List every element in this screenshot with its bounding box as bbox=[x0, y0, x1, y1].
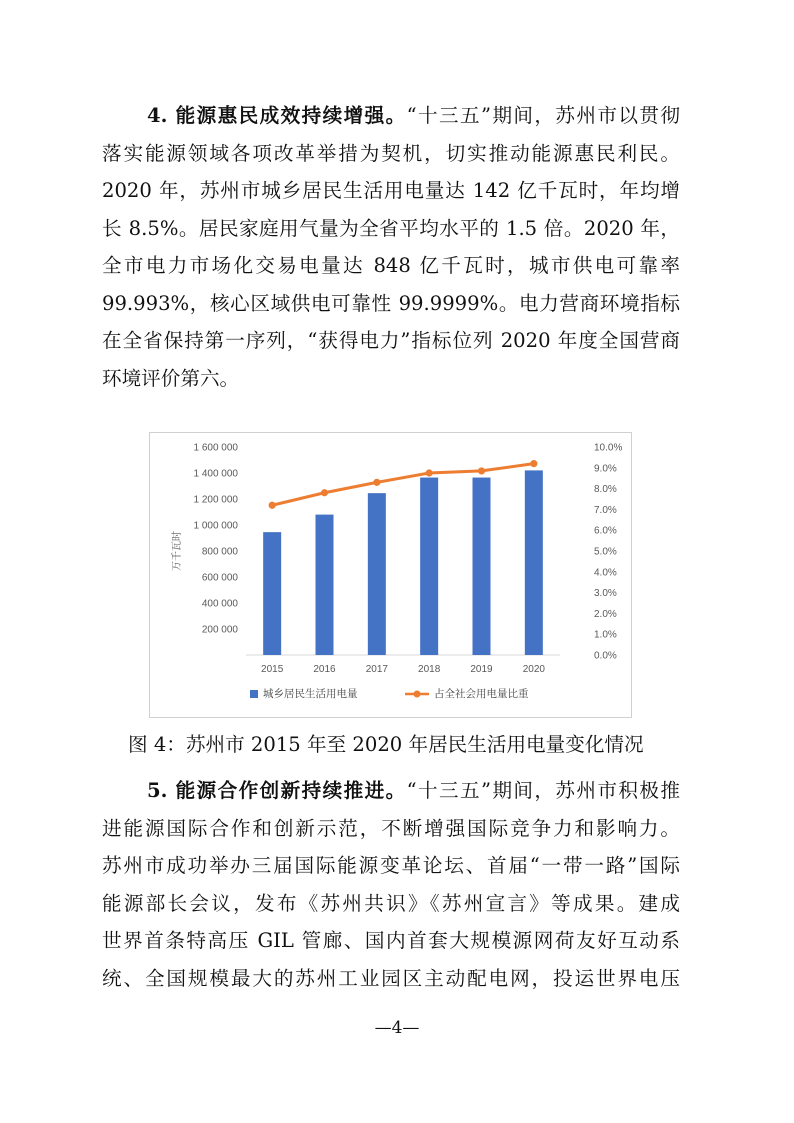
y2-tick-label: 5.0% bbox=[594, 546, 617, 558]
y-tick-label: 1 000 000 bbox=[193, 520, 238, 532]
section-5-line-5: 统、全国规模最大的苏州工业园区主动配电网，投运世界电压 bbox=[102, 966, 680, 990]
y-tick-label: 200 000 bbox=[201, 624, 238, 636]
y2-tick-label: 9.0% bbox=[594, 463, 617, 475]
y2-tick-label: 0.0% bbox=[594, 650, 617, 662]
ratio-line bbox=[272, 464, 534, 506]
section-4-line-4: 全市电力市场化交易电量达 848 亿千瓦时，城市供电可靠率 bbox=[102, 254, 680, 277]
ratio-point-2020 bbox=[530, 460, 537, 467]
section-5-paragraph bbox=[102, 772, 680, 997]
chart-canvas bbox=[150, 433, 631, 717]
section-4-paragraph bbox=[102, 97, 680, 397]
section-5-first-line bbox=[102, 772, 680, 810]
ratio-point-2016 bbox=[321, 489, 328, 496]
legend-bar-label: 城乡居民生活用电量 bbox=[263, 688, 358, 700]
y2-tick-label: 2.0% bbox=[594, 608, 617, 620]
section-5-line-4: 世界首条特高压 GIL 管廊、国内首套大规模源网荷友好互动系 bbox=[102, 929, 680, 952]
section-4-line-2: 2020 年，苏州市城乡居民生活用电量达 142 亿千瓦时，年均增 bbox=[102, 179, 680, 202]
section-4-heading: 4. 能源惠民成效持续增强。 bbox=[147, 104, 407, 127]
y-tick-label: 1 400 000 bbox=[193, 468, 238, 480]
section-5-line-0: “十三五”期间，苏州市积极推 bbox=[406, 779, 680, 802]
x-tick-label: 2018 bbox=[418, 664, 441, 675]
bar-2018 bbox=[420, 478, 438, 655]
electricity-chart bbox=[149, 432, 632, 718]
section-4-line-7: 环境评价第六。 bbox=[102, 366, 240, 390]
section-5-line-3: 能源部长会议，发布《苏州共识》《苏州宣言》等成果。建成 bbox=[102, 891, 680, 915]
section-4-line-1: 落实能源领域各项改革举措为契机，切实推动能源惠民利民。 bbox=[102, 141, 680, 165]
x-tick-label: 2020 bbox=[522, 664, 545, 675]
bar-2019 bbox=[473, 478, 491, 655]
section-4-line-5: 99.993%，核心区域供电可靠性 99.9999%。电力营商环境指标 bbox=[102, 291, 680, 315]
y2-tick-label: 1.0% bbox=[594, 629, 617, 641]
x-tick-label: 2015 bbox=[261, 664, 284, 675]
ratio-point-2015 bbox=[269, 502, 276, 509]
section-5-line-1: 进能源国际合作和创新示范，不断增强国际竞争力和影响力。 bbox=[102, 816, 680, 840]
legend-line-label: 占全社会用电量比重 bbox=[434, 688, 529, 700]
y2-tick-label: 7.0% bbox=[594, 504, 617, 516]
y-tick-label: 1 600 000 bbox=[193, 442, 238, 454]
ratio-point-2018 bbox=[426, 469, 433, 476]
section-5-heading: 5. 能源合作创新持续推进。 bbox=[147, 779, 407, 802]
bar-2016 bbox=[316, 515, 334, 655]
y2-tick-label: 6.0% bbox=[594, 525, 617, 537]
ratio-point-2019 bbox=[478, 467, 485, 474]
figure-caption: 图 4：苏州市 2015 年至 2020 年居民生活用电量变化情况 bbox=[128, 733, 644, 756]
x-tick-label: 2017 bbox=[365, 664, 388, 675]
y2-tick-label: 3.0% bbox=[594, 588, 617, 600]
legend-line-marker bbox=[414, 691, 421, 698]
y2-tick-label: 4.0% bbox=[594, 567, 617, 579]
y2-tick-label: 8.0% bbox=[594, 484, 617, 496]
y-tick-label: 600 000 bbox=[201, 572, 238, 584]
section-5-line-2: 苏州市成功举办三届国际能源变革论坛、首届“一带一路”国际 bbox=[102, 854, 680, 877]
y-tick-label: 400 000 bbox=[201, 598, 238, 610]
x-tick-label: 2016 bbox=[313, 664, 336, 675]
bar-2020 bbox=[525, 470, 543, 655]
section-4-first-line bbox=[102, 97, 680, 135]
y-tick-label: 800 000 bbox=[201, 546, 238, 558]
y-axis-label: 万千瓦时 bbox=[172, 531, 183, 571]
y2-tick-label: 10.0% bbox=[594, 442, 623, 454]
y-tick-label: 1 200 000 bbox=[193, 494, 238, 506]
bar-2015 bbox=[263, 532, 281, 655]
section-4-line-0: “十三五”期间，苏州市以贯彻 bbox=[406, 104, 680, 127]
ratio-point-2017 bbox=[373, 479, 380, 486]
x-tick-label: 2019 bbox=[470, 664, 493, 675]
page-number: —4— bbox=[374, 1018, 420, 1038]
section-4-line-3: 长 8.5%。居民家庭用气量为全省平均水平的 1.5 倍。2020 年， bbox=[102, 216, 680, 240]
section-4-line-6: 在全省保持第一序列，“获得电力”指标位列 2020 年度全国营商 bbox=[102, 329, 680, 352]
bar-2017 bbox=[368, 493, 386, 655]
legend-bar-swatch bbox=[250, 690, 258, 698]
